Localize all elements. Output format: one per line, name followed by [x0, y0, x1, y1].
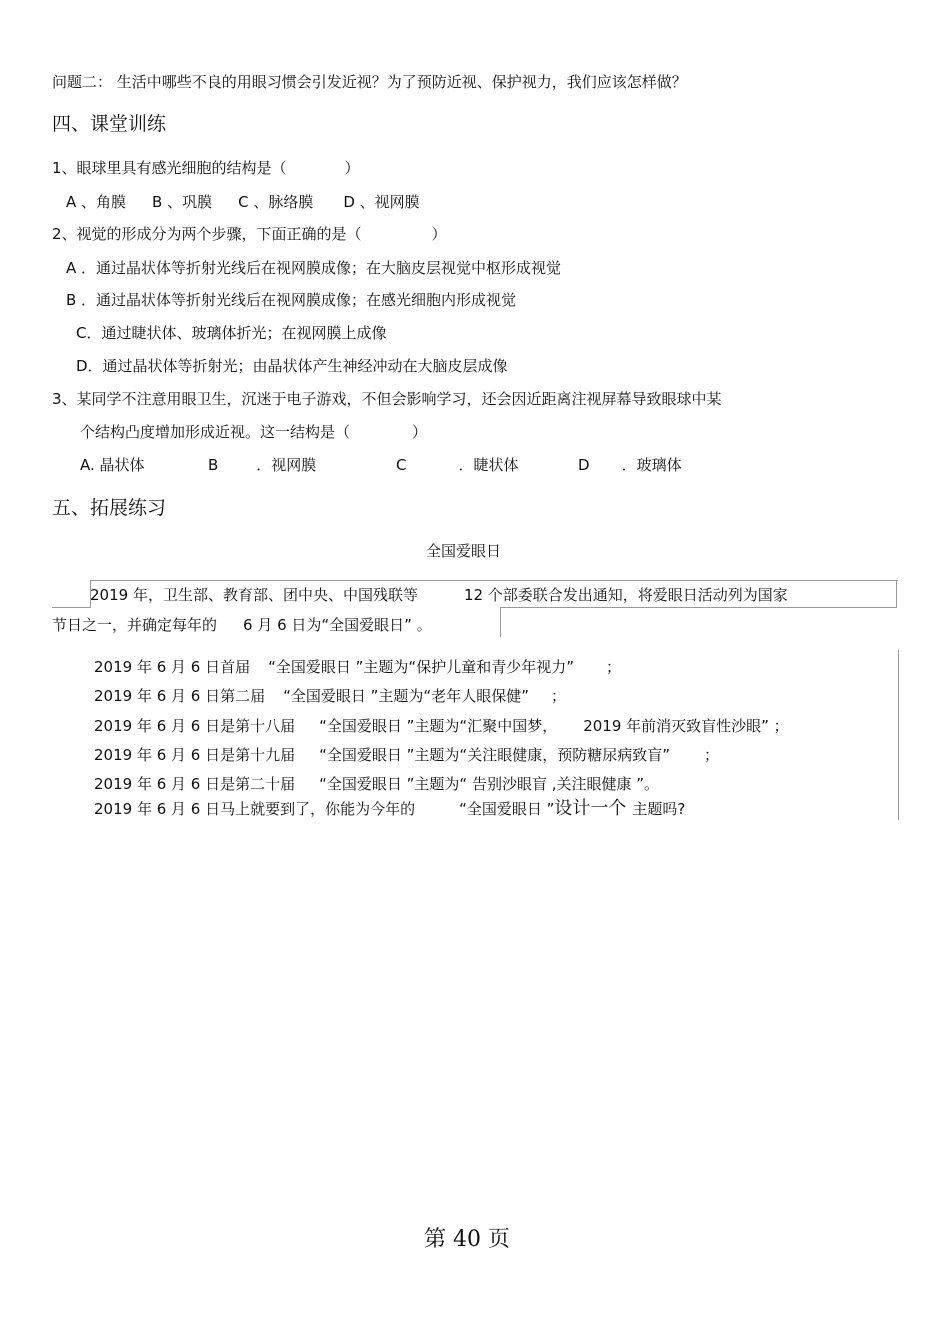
closing-question-d: 主题吗?: [632, 800, 686, 818]
q2-stem: [52, 224, 447, 244]
question-two-text: 问题二： 生活中哪些不良的用眼习惯会引发近视？为了预防近视、保护视力，我们应该怎样做？: [52, 73, 687, 91]
q1-option-d: D 、视网膜: [343, 193, 420, 211]
text-box-inner-border: [500, 607, 501, 637]
q3-option-c: [396, 455, 519, 475]
q1-stem: [52, 158, 360, 178]
passage-paragraph-line1: [90, 585, 788, 605]
page-number: 第 40 页: [424, 1227, 510, 1252]
theme-item-date: 2019 年 6 月 6 日第二届: [94, 687, 266, 705]
q2-stem-text: 2、视觉的形成分为两个步骤，下面正确的是（: [52, 225, 362, 243]
theme-item: [94, 686, 566, 706]
theme-item-tail: 2019 年前消灭致盲性沙眼” ；: [583, 717, 789, 735]
q1-stem-text: 1、眼球里具有感光细胞的结构是（: [52, 159, 287, 177]
closing-question-a: 2019 年 6 月 6 日马上就要到了，你能为今年的: [94, 800, 416, 818]
q3-stem-text: 个结构凸度增加形成近视。这一结构是（: [80, 423, 351, 441]
theme-item-tail: ；: [703, 746, 719, 764]
q3-option-a-text: 晶状体: [99, 456, 145, 474]
closing-question-b: “全国爱眼日 ”: [459, 800, 555, 818]
theme-item-theme: “全国爱眼日 ”主题为“ 告别沙眼盲 ,关注眼健康 ”。: [319, 775, 660, 793]
q3-option-b-letter: B: [208, 456, 219, 474]
theme-item-tail: ；: [605, 658, 621, 676]
text-box-right-border: [896, 580, 897, 608]
q3-option-b-text: ．视网膜: [256, 456, 317, 474]
q1-option-b: B 、巩膜: [152, 193, 213, 211]
q1-option-a: A 、角膜: [66, 193, 127, 211]
closing-question-c: 设计一个: [554, 798, 627, 819]
q2-close-paren: ）: [431, 225, 447, 243]
q3-option-c-letter: C: [396, 456, 407, 474]
section-four-title: 四、课堂训练: [52, 113, 167, 135]
passage-para-line2-a: 节日之一，并确定每年的: [52, 616, 218, 634]
passage-para-line1-b: 12 个部委联合发出通知，将爱眼日活动列为国家: [463, 586, 788, 604]
passage-title: 全国爱眼日: [426, 542, 502, 560]
theme-item-tail: ；: [550, 687, 566, 705]
theme-item: [94, 774, 659, 794]
q3-option-d-text: ．玻璃体: [621, 456, 682, 474]
q3-option-a-letter: A.: [80, 456, 95, 474]
theme-item: [94, 745, 719, 765]
theme-item-date: 2019 年 6 月 6 日是第十八届: [94, 717, 296, 735]
q2-option-d: D．通过晶状体等折射光；由晶状体产生神经冲动在大脑皮层成像: [76, 357, 508, 375]
text-box-top-border: [90, 580, 898, 581]
theme-item-theme: “全国爱眼日 ”主题为“保护儿童和青少年视力”: [268, 658, 574, 676]
theme-item-theme: “全国爱眼日 ”主题为“汇聚中国梦，: [319, 717, 558, 735]
theme-item-date: 2019 年 6 月 6 日是第二十届: [94, 775, 296, 793]
q1-option-c: C 、脉络膜: [238, 193, 314, 211]
q3-close-paren: ）: [412, 423, 428, 441]
section-five-title: 五、拓展练习: [52, 497, 167, 519]
theme-item-theme: “全国爱眼日 ”主题为“关注眼健康，预防糖尿病致盲”: [319, 746, 670, 764]
q3-option-d-letter: D: [578, 456, 590, 474]
theme-item: [94, 657, 621, 677]
q2-option-b: B ．通过晶状体等折射光线后在视网膜成像；在感光细胞内形成视觉: [66, 291, 517, 309]
theme-item-date: 2019 年 6 月 6 日是第十九届: [94, 746, 296, 764]
closing-question: [94, 799, 685, 819]
q1-options: [66, 192, 420, 212]
q3-option-d: [578, 455, 682, 475]
passage-paragraph-line2: [52, 615, 432, 635]
theme-item: [94, 716, 789, 736]
q2-option-c: C．通过睫状体、玻璃体折光；在视网膜上成像: [76, 324, 387, 342]
q2-option-a: A ．通过晶状体等折射光线后在视网膜成像；在大脑皮层视觉中枢形成视觉: [66, 259, 562, 277]
q3-option-b: [208, 455, 316, 475]
q1-close-paren: ）: [344, 159, 360, 177]
q3-option-c-text: ．睫状体: [458, 456, 519, 474]
theme-item-date: 2019 年 6 月 6 日首届: [94, 658, 251, 676]
text-box-left-tab: [52, 607, 90, 608]
theme-item-theme: “全国爱眼日 ”主题为“老年人眼保健”: [283, 687, 529, 705]
q3-stem-line1: 3、某同学不注意用眼卫生，沉迷于电子游戏，不但会影响学习，还会因近距离注视屏幕导致眼球中某: [52, 390, 722, 408]
list-right-border: [898, 650, 899, 820]
q3-stem-line2: [80, 422, 427, 442]
q3-option-a: [80, 455, 145, 475]
passage-para-line2-b: 6 月 6 日为“全国爱眼日” 。: [243, 616, 432, 634]
passage-para-line1-a: 2019 年，卫生部、教育部、团中央、中国残联等: [90, 586, 418, 604]
text-box-bottom-border: [500, 607, 897, 608]
